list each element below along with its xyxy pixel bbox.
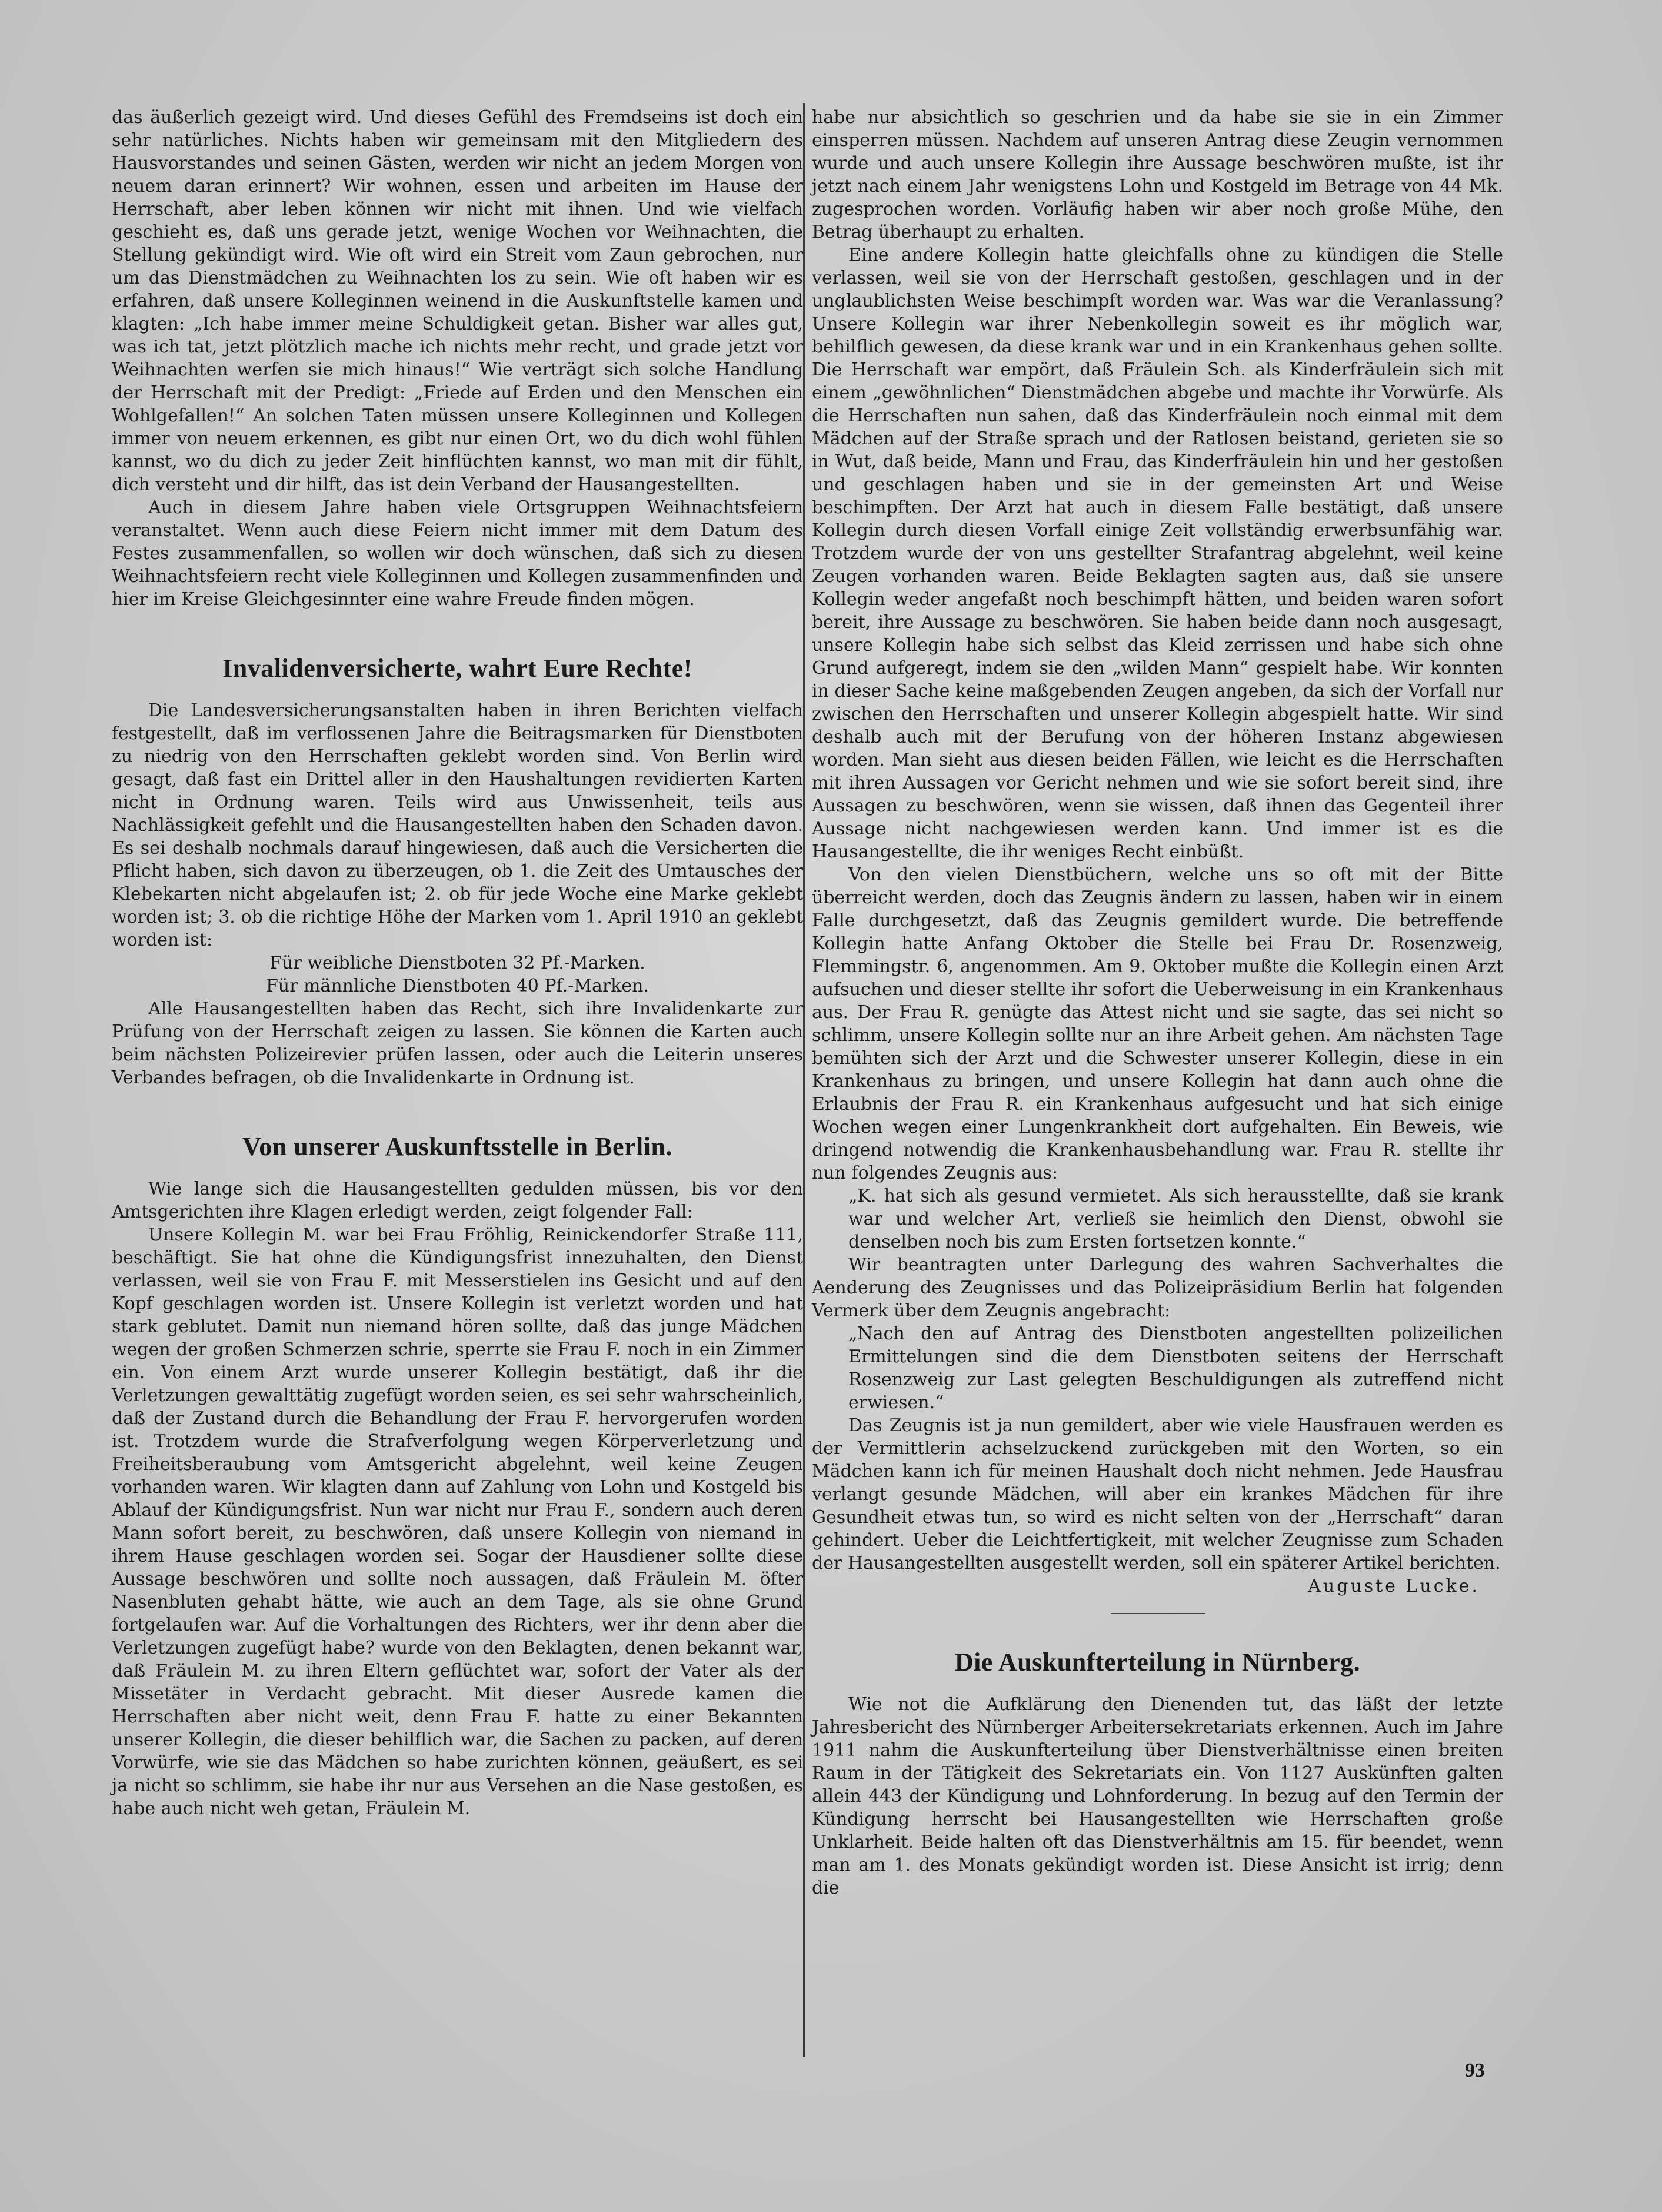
heading-invalidenversicherte: Invalidenversicherte, wahrt Eure Rechte!	[222, 654, 692, 683]
section-separator	[1111, 1613, 1205, 1614]
second-case-paragraph: Eine andere Kollegin hatte gleichfalls ohne zu kündigen die Stelle verlassen, weil sie von der Herrschaft gestoßen, geschlagen und in der unglaublichsten Weise beschimpft worden war. Was war die Veranlassung? Unsere Kollegin war ihrer Nebenkollegin soweit es ihr möglich war, behilflich gewesen, da diese krank war und in ein Krankenhaus gehen sollte. Die Herrschaft war empört, daß Fräulein Sch. als Kinderfräulein sich mit einem „gewöhnlichen“ Dienstmädchen abgebe und machte ihr Vorwürfe. Als die Herrschaften nun sahen, daß das Kinderfräulein noch einmal mit dem Mädchen auf der Straße sprach und der Ratlosen beistand, gerieten sie so in Wut, daß beide, Mann und Frau, das Kinderfräulein hin und her gestoßen und geschlagen haben und sie in der gemeinsten Art und Weise beschimpften. Der Arzt hat auch in diesem Falle bestätigt, daß unsere Kollegin durch diesen Vorfall einige Zeit vollständig erwerbsunfähig war. Trotzdem wurde der von uns gestellter Strafantrag abgelehnt, weil keine Zeugen vorhanden waren. Beide Beklagten sagten aus, daß sie unsere Kollegin weder angefaßt noch beschimpft hätten, und beiden waren sofort bereit, ihre Aussage zu beschwören. Sie haben beide dann noch ausgesagt, unsere Kollegin habe sich selbst das Kleid zerrissen und habe sich ohne Grund aufgeregt, indem sie den „wilden Mann“ gespielt habe. Wir konnten in dieser Sache keine maßgebenden Zeugen angeben, da sich der Vorfall nur zwischen den Herrschaften und unserer Kollegin abgespielt hatte. Wir sind deshalb auch mit der Berufung von der höheren Instanz abgewiesen worden. Man sieht aus diesen beiden Fällen, wie leicht es die Herrschaften mit ihren Aussagen vor Gericht nehmen und wie sie sofort bereit sind, ihre Aussagen zu beschwören, wenn sie wissen, daß ihnen das Gegenteil ihrer Aussage nicht nachgewiesen werden kann. Und immer ist es die Hausangestellte, die ihr weniges Recht einbüßt.	[812, 245, 1503, 862]
article-continuation-paragraph: das äußerlich gezeigt wird. Und dieses Gefühl des Fremdseins ist doch ein sehr natürliches. Nichts haben wir gemeinsam mit den Mitgliedern des Hausvorstandes und seinen Gästen, werden wir nicht an jedem Morgen von neuem daran erinnert? Wir wohnen, essen und arbeiten im Hause der Herrschaft, aber leben können wir nicht mit ihnen. Und wie vielfach geschieht es, daß uns gerade jetzt, wenige Wochen vor Weihnachten, die Stellung gekündigt wird. Wie oft wird ein Streit vom Zaun gebrochen, nur um das Dienstmädchen zu Weihnachten los zu sein. Wie oft haben wir es erfahren, daß unsere Kolleginnen weinend in die Auskunftstelle kamen und klagten: „Ich habe immer meine Schuldigkeit getan. Bisher war alles gut, was ich tat, jetzt plötzlich mache ich nichts mehr recht, und grade jetzt vor Weihnachten werfen sie mich hinaus!“ Wie verträgt sich solche Handlung der Herrschaft mit der Predigt: „Friede auf Erden und den Menschen ein Wohlgefallen!“ An solchen Taten müssen unsere Kolleginnen und Kollegen immer von neuem erkennen, es gibt nur einen Ort, wo du dich wohl fühlen kannst, wo du dich zu jeder Zeit hinflüchten kannst, wo man mit dir fühlt, dich versteht und dir hilft, das ist dein Verband der Hausangestellten.	[112, 107, 803, 495]
invaliden-paragraph-2: Alle Hausangestellten haben das Recht, sich ihre Invalidenkarte zur Prüfung von der Herrschaft zeigen zu lassen. Sie können die Karten auch beim nächsten Polizeirevier prüfen lassen, oder auch die Leiterin unseres Verbandes befragen, ob die Invalidenkarte in Ordnung ist.	[112, 999, 803, 1088]
left-column	[112, 106, 803, 1820]
heading-nuernberg: Die Auskunfterteilung in Nürnberg.	[954, 1648, 1361, 1677]
berlin-paragraph-1: Wie lange sich die Hausangestellten gedulden müssen, bis vor den Amtsgerichten ihre Klagen erledigt werden, zeigt folgender Fall:	[112, 1179, 803, 1222]
reference-mitigated-paragraph: Das Zeugnis ist ja nun gemildert, aber wie viele Hausfrauen werden es der Vermittlerin achselzuckend zurückgeben mit den Worten, so ein Mädchen kann ich für meinen Haushalt doch nicht nehmen. Jede Hausfrau verlangt gesunde Mädchen, will aber ein krankes Mädchen für ihre Gesundheit etwas tun, so wird es nicht selten von der „Herrschaft“ daran gehindert. Ueber die Leichtfertigkeit, mit welcher Zeugnisse zum Schaden der Hausangestellten ausgestellt werden, soll ein späterer Artikel berichten.	[812, 1415, 1503, 1574]
nuernberg-paragraph: Wie not die Aufklärung den Dienenden tut, das läßt der letzte Jahresbericht des Nürnberger Arbeitersekretariats erkennen. Auch im Jahre 1911 nahm die Auskunfterteilung über Dienstverhältnisse einen breiten Raum in der Tätigkeit des Sekretariats ein. Von 1127 Auskünften galten allein 443 der Kündigung und Lohnforderung. In bezug auf den Termin der Kündigung herrscht bei Hausangestellten wie Herrschaften große Unklarheit. Beide halten oft das Dienstverhältnis am 15. für beendet, wenn man am 1. des Monats gekündigt worden ist. Diese Ansicht ist irrig; denn die	[812, 1694, 1503, 1898]
stamp-rate-male: Für männliche Dienstboten 40 Pf.-Marken.	[265, 976, 650, 996]
berlin-paragraph-2: Unsere Kollegin M. war bei Frau Fröhlig, Reinickendorfer Straße 111, beschäftigt. Sie hat ohne die Kündigungsfrist innezuhalten, den Dienst verlassen, weil sie von Frau F. mit Messerstielen ins Gesicht und auf den Kopf geschlagen worden ist. Unsere Kollegin ist verletzt worden und hat stark geblutet. Damit nun niemand hören sollte, daß das junge Mädchen wegen der großen Schmerzen schrie, sperrte sie Frau F. noch in ein Zimmer ein. Von einem Arzt wurde unserer Kollegin bestätigt, daß ihr die Verletzungen gewalttätig zugefügt worden seien, es sei sehr wahrscheinlich, daß der Zustand durch die Behandlung der Frau F. hervorgerufen worden ist. Trotzdem wurde die Strafverfolgung wegen Körperverletzung und Freiheitsberaubung vom Amtsgericht abgelehnt, weil keine Zeugen vorhanden waren. Wir klagten dann auf Zahlung von Lohn und Kostgeld bis Ablauf der Kündigungsfrist. Nun war nicht nur Frau F., sondern auch deren Mann sofort bereit, zu beschwören, daß unsere Kollegin von niemand in ihrem Hause geschlagen worden sei. Sogar der Hausdiener sollte diese Aussage beschwören und sollte noch aussagen, daß Fräulein M. öfter Nasenbluten gehabt hätte, wie auch an dem Tage, als sie ohne Grund fortgelaufen war. Auf die Vorhaltungen des Richters, wer ihr denn aber die Verletzungen zugefügt habe? wurde von den Beklagten, denen bekannt war, daß Fräulein M. zu ihren Eltern geflüchtet war, sofort der Vater als der Missetäter in Verdacht gebracht. Mit dieser Ausrede kamen die Herrschaften aber nicht weit, denn Frau F. hatte zu einer Bekannten unserer Kollegin, die dieser behilflich war, die Sachen zu packen, auf deren Vorwürfe, wie sie das Mädchen so habe zurichten können, geäußert, es sei ja nicht so schlimm, sie habe ihr nur aus Versehen an die Nase gestoßen, es habe auch nicht weh getan, Fräulein M.	[112, 1225, 803, 1819]
berlin-continuation-paragraph: habe nur absichtlich so geschrien und da habe sie sie in ein Zimmer einsperren müssen. Nachdem auf unseren Antrag diese Zeugin vernommen wurde und auch unsere Kollegin ihre Aussage beschwören mußte, ist ihr jetzt nach einem Jahr wenigstens Lohn und Kostgeld im Betrage von 44 Mk. zugesprochen worden. Vorläufig haben wir aber noch große Mühe, den Betrag überhaupt zu erhalten.	[812, 107, 1503, 242]
reference-quote: „K. hat sich als gesund vermietet. Als sich herausstellte, daß sie krank war und welcher Art, verließ sie heimlich den Dienst, obwohl sie denselben noch bis zum Ersten fortsetzen konnte.“	[848, 1186, 1503, 1252]
amendment-paragraph: Wir beantragten unter Darlegung des wahren Sachverhaltes die Aenderung des Zeugnisses und das Polizeipräsidium Berlin hat folgenden Vermerk über dem Zeugnis angebracht:	[812, 1255, 1503, 1321]
stamp-rate-female: Für weibliche Dienstboten 32 Pf.-Marken.	[269, 953, 645, 973]
police-note-quote: „Nach den auf Antrag des Dienstboten angestellten polizeilichen Ermittelungen sind die dem Dienstboten seitens der Herrschaft Rosenzweig zur Last gelegten Beschuldigungen als zutreffend nicht erwiesen.“	[848, 1323, 1503, 1413]
page-number: 93	[1465, 2060, 1485, 2081]
heading-auskunftsstelle-berlin: Von unserer Auskunftsstelle in Berlin.	[242, 1132, 672, 1161]
right-column	[812, 106, 1503, 1900]
invaliden-paragraph-1: Die Landesversicherungsanstalten haben in ihren Berichten vielfach festgestellt, daß im verflossenen Jahre die Beitragsmarken für Dienstboten zu niedrig von den Herrschaften geklebt worden sind. Von Berlin wird gesagt, daß fast ein Drittel aller in den Haushaltungen revidierten Karten nicht in Ordnung waren. Teils wird aus Unwissenheit, teils aus Nachlässigkeit gefehlt und die Hausangestellten haben den Schaden davon. Es sei deshalb nochmals darauf hingewiesen, daß auch die Versicherten die Pflicht haben, sich davon zu überzeugen, ob 1. die Zeit des Umtausches der Klebekarten nicht abgelaufen ist; 2. ob für jede Woche eine Marke geklebt worden ist; 3. ob die richtige Höhe der Marken vom 1. April 1910 an geklebt worden ist:	[112, 700, 803, 950]
dienstbuecher-paragraph: Von den vielen Dienstbüchern, welche uns so oft mit der Bitte überreicht werden, doch das Zeugnis ändern zu lassen, haben wir in einem Falle durchgesetzt, daß das Zeugnis gemildert wurde. Die betreffende Kollegin hatte Anfang Oktober die Stelle bei Frau Dr. Rosenzweig, Flemmingstr. 6, angenommen. Am 9. Oktober mußte die Kollegin einen Arzt aufsuchen und dieser stellte ihr sofort die Ueberweisung in ein Krankenhaus aus. Der Frau R. genügte das Attest nicht und sie sagte, das sei nicht so schlimm, unsere Kollegin sollte nur an ihre Arbeit gehen. Am nächsten Tage bemühten sich der Arzt und die Schwester unserer Kollegin, diese in ein Krankenhaus zu bringen, und unsere Kollegin hat dann auch ohne die Erlaubnis der Frau R. ein Krankenhaus aufgesucht und hat sich einige Wochen wegen einer Lungenkrankheit dort aufgehalten. Ein Beweis, wie dringend notwendig die Krankenhausbehandlung war. Frau R. stellte ihr nun folgendes Zeugnis aus:	[812, 864, 1503, 1183]
column-divider	[803, 103, 805, 2057]
christmas-celebrations-paragraph: Auch in diesem Jahre haben viele Ortsgruppen Weihnachtsfeiern veranstaltet. Wenn auch diese Feiern nicht immer mit dem Datum des Festes zusammenfallen, so wollen wir doch wünschen, daß sich zu diesen Weihnachtsfeiern recht viele Kolleginnen und Kollegen zusammenfinden und hier im Kreise Gleichgesinnter eine wahre Freude finden mögen.	[112, 497, 803, 610]
author-signature: Auguste Lucke.	[1308, 1576, 1480, 1596]
